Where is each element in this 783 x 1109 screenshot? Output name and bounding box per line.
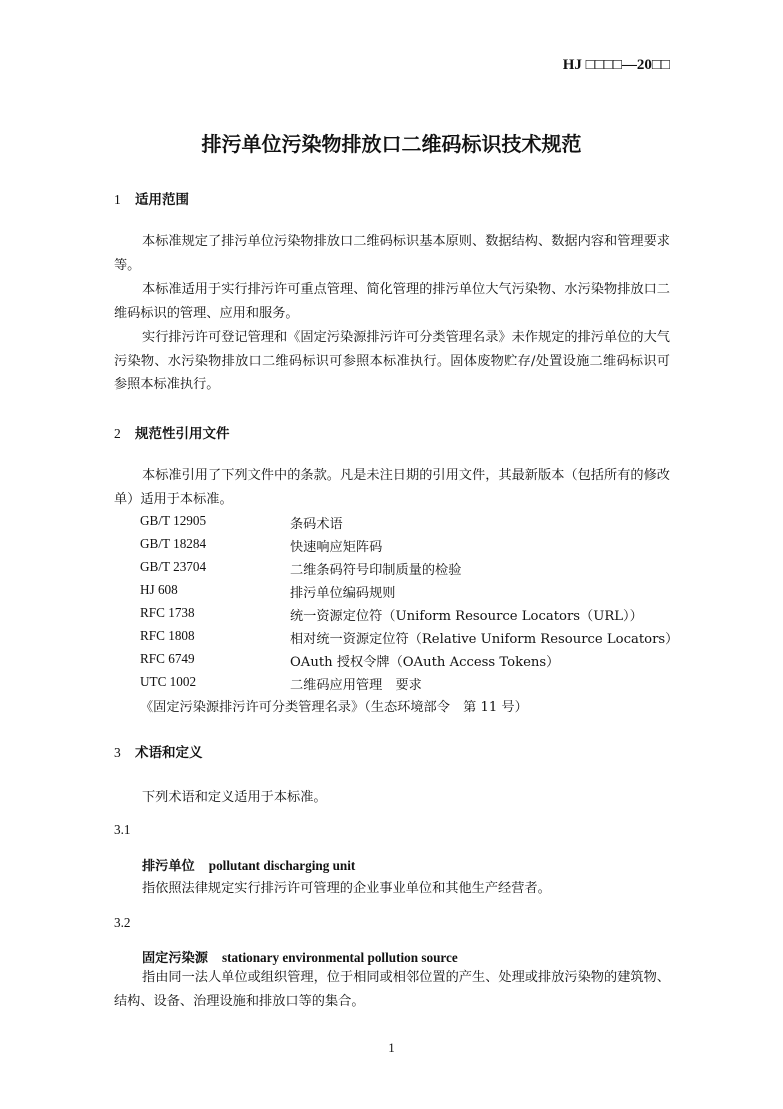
section-1-heading [114, 188, 189, 208]
term-definition: 指由同一法人单位或组织管理，位于相同或相邻位置的产生、处理或排放污染物的建筑物、结构、设备、治理设施和排放口等的集合。 [114, 970, 670, 1009]
paragraph: 本标准适用于实行排污许可重点管理、简化管理的排污单位大气污染物、水污染物排放口二维码标识的管理、应用和服务。 [114, 282, 670, 321]
ref-title: 二维条码符号印制质量的检验 [290, 563, 462, 578]
ref-title: 快速响应矩阵码 [290, 540, 383, 555]
section-3-heading [114, 741, 203, 761]
ref-title: 二维码应用管理 要求 [290, 678, 422, 693]
term-en: pollutant discharging unit [208, 858, 356, 873]
term-zh: 排污单位 [142, 859, 195, 874]
paragraph: 下列术语和定义适用于本标准。 [142, 790, 327, 805]
clause-number: 3.1 [114, 822, 131, 837]
ref-code: UTC 1002 [140, 674, 197, 689]
term-zh: 固定污染源 [142, 951, 208, 966]
ref-code: HJ 608 [140, 582, 178, 597]
paragraph: 实行排污许可登记管理和《固定污染源排污许可分类管理名录》未作规定的排污单位的大气污染物、水污染物排放口二维码标识可参照本标准执行。固体废物贮存/处置设施二维码标识可参照本标准执行。 [114, 330, 670, 392]
ref-title: 条码术语 [290, 517, 343, 532]
paragraph: 本标准规定了排污单位污染物排放口二维码标识基本原则、数据结构、数据内容和管理要求等。 [114, 234, 670, 273]
document-code: HJ □□□□—20□□ [562, 57, 670, 73]
ref-title: 排污单位编码规则 [290, 586, 396, 601]
ref-title: 相对统一资源定位符（Relative Uniform Resource Locators） [290, 632, 679, 647]
term-heading [142, 947, 458, 966]
ref-code: GB/T 18284 [140, 536, 207, 551]
ref-code: GB/T 12905 [140, 513, 207, 528]
ref-code: RFC 6749 [140, 651, 195, 666]
ref-code: GB/T 23704 [140, 559, 207, 574]
page-number: 1 [388, 1040, 395, 1055]
ref-code: RFC 1738 [140, 605, 195, 620]
section-number: 2 [114, 426, 121, 441]
clause-number: 3.2 [114, 915, 131, 930]
ref-title: OAuth 授权令牌（OAuth Access Tokens） [290, 655, 560, 670]
ref-code: RFC 1808 [140, 628, 195, 643]
section-title: 术语和定义 [135, 745, 203, 761]
section-title: 规范性引用文件 [135, 426, 230, 442]
section-number: 1 [114, 192, 121, 207]
term-definition: 指依照法律规定实行排污许可管理的企业事业单位和其他生产经营者。 [142, 881, 551, 896]
ref-item-regulation: 《固定污染源排污许可分类管理名录》（生态环境部令 第 11 号） [140, 700, 528, 715]
ref-title: 统一资源定位符（Uniform Resource Locators（URL）） [290, 609, 643, 624]
section-number: 3 [114, 745, 121, 760]
section-2-heading [114, 422, 230, 442]
term-en: stationary environmental pollution source [221, 950, 458, 965]
section-title: 适用范围 [135, 192, 189, 208]
paragraph: 本标准引用了下列文件中的条款。凡是未注日期的引用文件，其最新版本（包括所有的修改单）适用于本标准。 [114, 468, 670, 507]
document-title: 排污单位污染物排放口二维码标识技术规范 [201, 132, 582, 156]
term-heading [142, 855, 355, 874]
